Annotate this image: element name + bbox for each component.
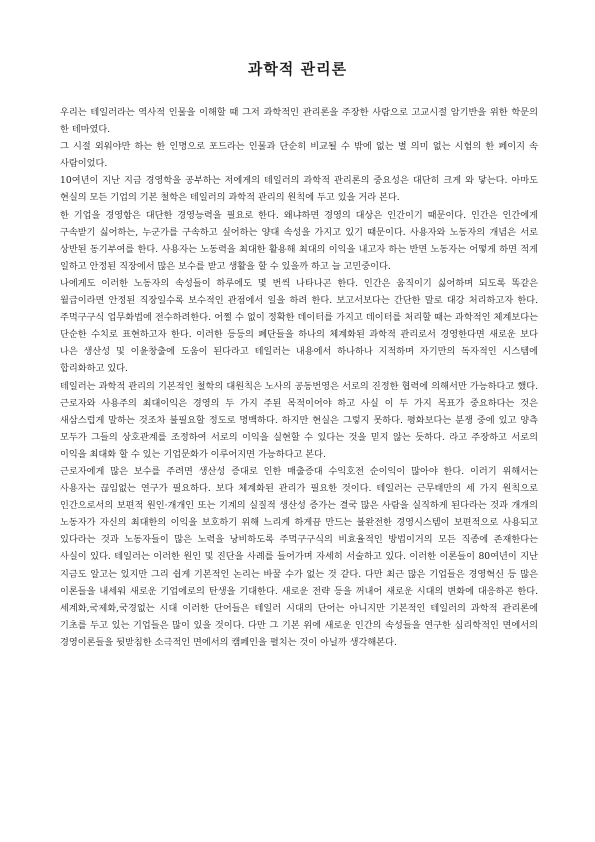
paragraph-3: 10여년이 지난 지금 경영학을 공부하는 저에게의 테일러의 과학적 관리론의 중요성은 대단히 크게 와 닿는다. 아마도 현실의 모든 기업의 기본 철학은 테일러의 과학적 관리의 원칙에 두고 있을 거라 본다. xyxy=(60,175,538,204)
paragraph-4: 한 기업을 경영함은 대단한 경영능력을 필요로 한다. 왜냐하면 경영의 대상은 인간이기 때문이다. 인간은 인간에게 구속받기 싫어하는, 누군가를 구속하고 싶어하는 양대 속성을 가지고 있기 때문이다. 사용자와 노동자의 개념은 서로 상반된 동기부여를 한다. 사용자는 노동력을 최대한 활용해 최대의 이익을 내고자 하는 반면 노동자는 어떻게 하면 적게 일하고 안정된 직장에서 많은 보수를 받고 생활을 할 수 있을까 하고 늘 고민중이다. xyxy=(60,209,538,272)
paragraph-2: 그 시절 외워야만 하는 한 인명으로 포드라는 인물과 단순히 비교될 수 밖에 없는 별 의미 없는 시험의 한 페이지 속 사람이었다. xyxy=(60,141,538,170)
paragraph-5: 나에게도 이러한 노동자의 속성들이 하루에도 몇 번씩 나타나곤 한다. 인간은 움직이기 싫어하며 되도록 똑같은 월급이라면 안정된 직장일수록 보수적인 관점에서 일을 하려 한다. 보고서보다는 간단한 말로 대강 처리하고자 한다. 주먹구구식 업무화법에 전수하려한다. 어쩔 수 없이 정확한 데이터를 가지고 데이터를 처리할 때는 과학적인 체계보다는 단순한 수치로 표현하고자 한다. 이러한 등등의 폐단들을 하나의 체계화된 과학적 관리로서 경영한다면 새로운 보다 나은 생산성 및 이윤창출에 도움이 된다라고 테일러는 내용에서 하나하나 지적하며 자기만의 독자적인 시스템에 합리화하고 있다. xyxy=(60,277,538,375)
document-body xyxy=(60,104,538,651)
paragraph-6: 테일러는 과학적 관리의 기본적인 철학의 대원칙은 노사의 공동번영은 서로의 진정한 협력에 의해서만 가능하다고 했다. 근로자와 사용주의 최대이익은 경영의 두 가지 주된 목적이어야 하고 사실 이 두 가지 목표가 중요하다는 것은 새삼스럽게 말하는 것조차 불필요할 정도로 명백하다. 하지만 현실은 그렇지 못하다. 평화보다는 분쟁 중에 있고 양측 모두가 그들의 상호관계를 조정하여 서로의 이익을 실현할 수 있다는 것을 믿지 않는 듯하다. 라고 주장하고 서로의 이익을 최대화 할 수 있는 기업문화가 이루어지면 가능하다고 본다. xyxy=(60,380,538,460)
paragraph-1: 우리는 테일러라는 역사적 인물을 이해할 때 그저 과학적인 관리론을 주장한 사람으로 고교시절 암기반을 위한 학문의 한 테마였다. xyxy=(60,107,538,136)
paragraph-7: 근로자에게 많은 보수를 주려면 생산성 증대로 인한 매출증대 수익호전 순이익이 많아야 한다. 이러기 위해서는 사용자는 끊임없는 연구가 필요하다. 보다 체계화된 관리가 필요한 것이다. 테일러는 근무태만의 세 가지 원칙으로 인간으로서의 보편적 원인·개개인 또는 기계의 실질적 생산성 증가는 결국 많은 사람을 실직하게 된다라는 것과 개개의 노동자가 자신의 최대한의 이익을 보호하기 위해 느리게 하게끔 만드는 불완전한 경영시스템이 보편적으로 사용되고 있다라는 것과 노동자들이 많은 노력을 낭비하도록 주먹구구식의 비효율적인 방법이거의 모든 직종에 존재한다는 사실이 있다. 테일러는 이러한 원인 및 진단을 사례를 들어가며 자세히 서술하고 있다. 이러한 이론들이 80여년이 지난 지금도 알고는 있지만 그리 쉽게 기본적인 논리는 바꿀 수가 없는 것 같다. 다만 최근 많은 기업들은 경영혁신 등 많은 이론들을 내세워 새로운 기업에로의 탄생을 기대한다. 새로운 전략 등을 꺼내어 새로운 시대의 변화에 대응하곤 한다. 세계화,국제화,국경없는 시대 이러한 단어들은 테일러 시대의 단어는 아니지만 기본적인 테일러의 과학적 관리론에 기초를 두고 있는 기업들은 많이 있을 것이다. 다만 그 기본 위에 새로운 인간의 속성들을 연구한 심리학적인 면에서의 경영이론들을 뒷받침한 소극적인 면에서의 캠페인을 펼치는 것이 아닐까 생각해본다. xyxy=(60,465,538,648)
document-title: 과학적 관리론 xyxy=(247,60,348,78)
